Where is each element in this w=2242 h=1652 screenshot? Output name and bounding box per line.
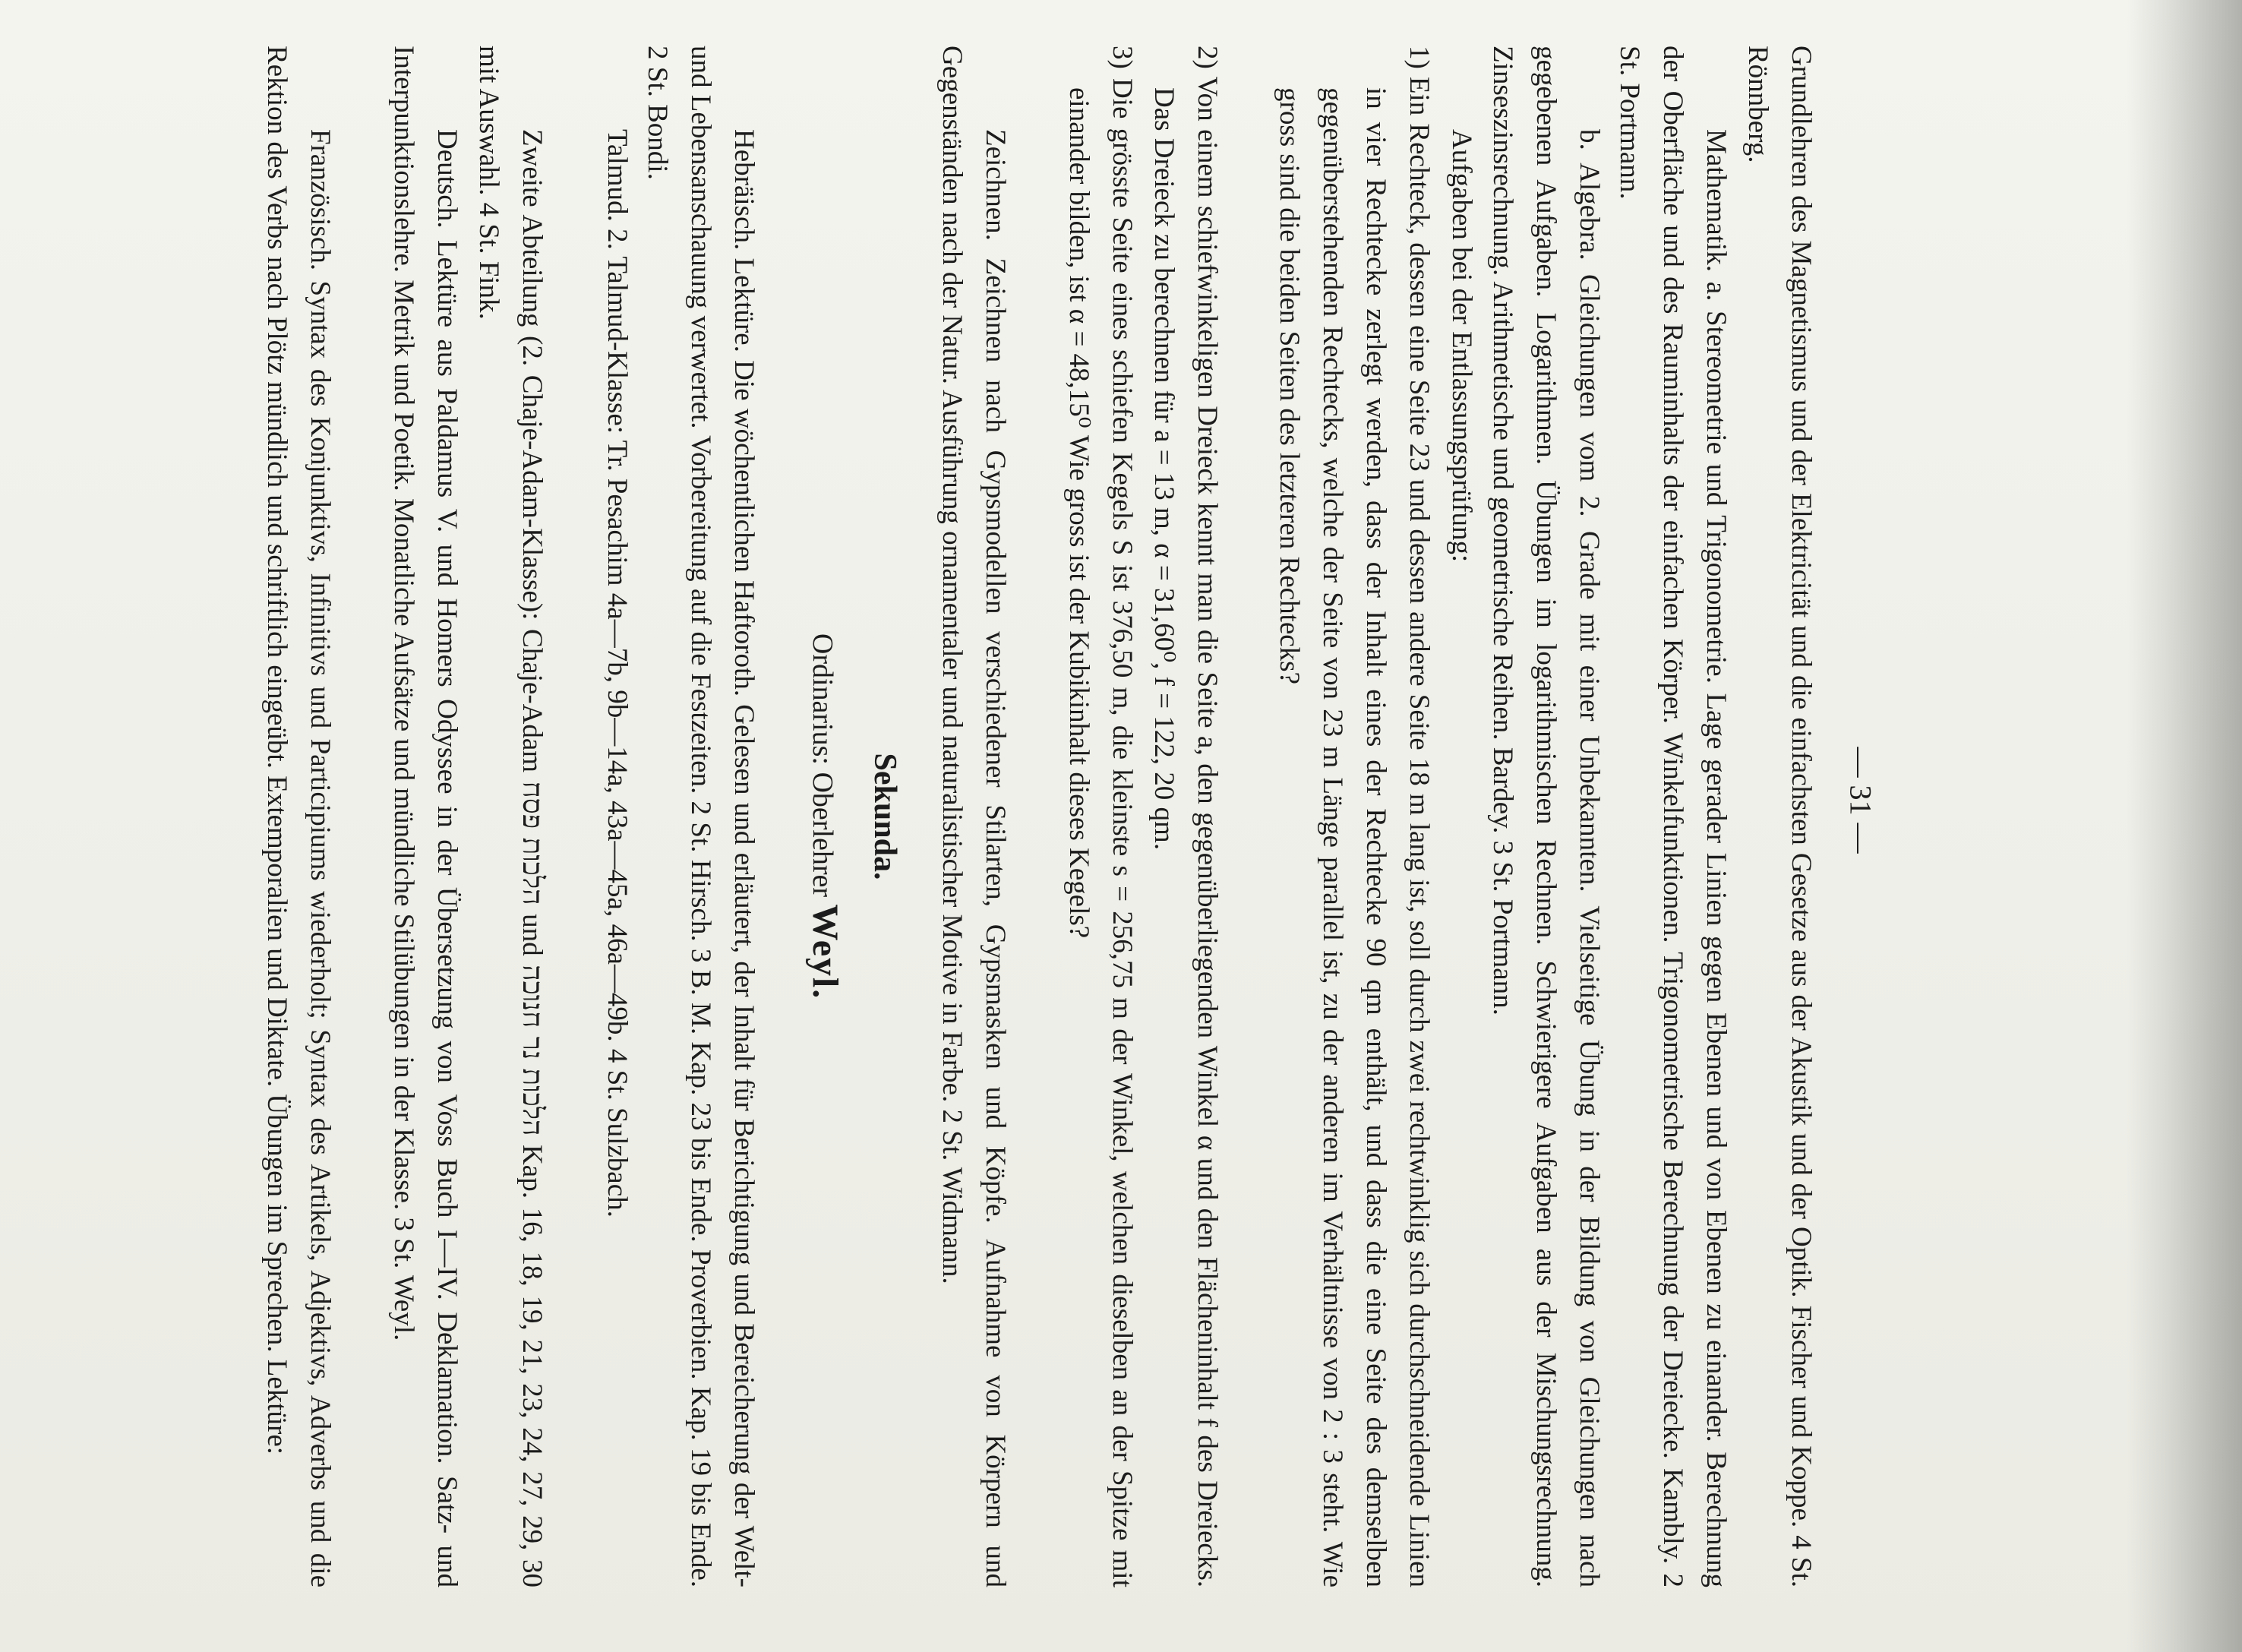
paragraph-second-division: Zweite Abteilung (2. Chaje-Adam-Klasse): Chaje-Adam הלכות פסח und הלכות נר חנוכה Kap. 16, 18, 19, 21, 23, 24, 27, 29, 30 mit Auswahl. 4 St. Fink.: [473, 46, 548, 1587]
exam-task-3: 3) Die grösste Seite eines schiefen Kegels S ist 376,50 m, die kleinste s = 256,75 m der Winkel, welchen dieselben an der Spitze mit einander bilden, ist α = 48,15⁰ Wie gross ist der Kubikinhalt dieses Kegels?: [1063, 46, 1138, 1587]
ordinarius-line: [804, 46, 846, 1587]
paragraph-algebra: b. Algebra. Gleichungen vom 2. Grade mit einer Unbekannten. Vielseitige Übung in der Bildung von Gleichungen nach gegebenen Aufgaben. Logarithmen. Übungen im logarithmischen Rechnen. Schwierigere Aufgaben aus der Mischungsrechnung. Zinseszinsrechnung. Arithmetische und geometrische Reihen. Bardey. 3 St. Portmann.: [1486, 46, 1605, 1587]
paragraph-french: Französisch. Syntax des Konjunktivs, Infinitivs und Participiums wiederholt; Syntax des Artikels, Adjektivs, Adverbs und die Rektion des Verbs nach Plötz mündlich und schriftlich eingeübt. Extemporalien und Diktate. Übungen im Sprechen. Lektüre:: [261, 46, 336, 1587]
ordinarius-label: Ordinarius: Oberlehrer: [807, 633, 839, 898]
ordinarius-name: Weyl.: [805, 904, 846, 1000]
exam-tasks-heading: Aufgaben bei der Entlassungsprüfung:: [1446, 129, 1478, 563]
exam-task-2: 2) Von einem schiefwinkeligen Dreieck kennt man die Seite a, den gegenüberliegenden Winkel α und den Flächeninhalt f des Dreiecks. Das Dreieck zu berechnen für a = 13 m, α = 31,60⁰, f = 122, 20 qm.: [1148, 46, 1223, 1587]
page-number: — 31 —: [1843, 747, 1878, 854]
section-heading-sekunda: Sekunda.: [867, 753, 902, 880]
rotated-text-body: [137, 46, 1823, 1587]
paragraph-german: Deutsch. Lektüre aus Paldamus V. und Homers Odyssee in der Übersetzung von Voss Buch I—IV. Deklamation. Satz- und Interpunktionslehre. Metrik und Poetik. Monatliche Aufsätze und mündliche Stilübungen in der Klasse. 3 St. Weyl.: [388, 46, 463, 1587]
paragraph-hebrew: Hebräisch. Lektüre. Die wöchentlichen Haftoroth. Gelesen und erläutert, der Inhalt für Berichtigung und Bereicherung der Welt- und Lebensanschauung verwertet. Vorbereitung auf die Festzeiten. 2 St. Hirsch. 3 B. M. Kap. 23 bis Ende. Proverbien. Kap. 19 bis Ende. 2 St. Bondi.: [642, 46, 760, 1587]
paragraph-physics: Grundlehren des Magnetismus und der Elektricität und die einfachsten Gesetze aus der Akustik und der Optik. Fischer und Koppe. 4 St. Rönnberg.: [1742, 46, 1817, 1587]
exam-task-1: 1) Ein Rechteck, dessen eine Seite 23 und dessen andere Seite 18 m lang ist, soll durch zwei rechtwinklig sich durchschneidende Linien in vier Rechtecke zerlegt werden, dass der Inhalt eines der Rechtecke 90 qm enthält, und dass die eine Seite des demselben gegenüberstehenden Rechtecks, welche der Seite von 23 m Länge parallel ist, zu der anderen im Verhältnisse von 2 : 3 steht. Wie gross sind die beiden Seiten des letzteren Rechtecks?: [1274, 46, 1435, 1587]
paragraph-drawing: Zeichnen. Zeichnen nach Gypsmodellen verschiedener Stilarten, Gypsmasken und Köpfe. Aufnahme von Körpern und Gegenständen nach der Natur. Ausführung ornamentaler und naturalistischer Motive in Farbe. 2 St. Widmann.: [936, 46, 1011, 1587]
paragraph-talmud: Talmud. 2. Talmud-Klasse: Tr. Pesachim 4a—7b, 9b—14a, 43a—45a, 46a—49b. 4 St. Sulzbach.: [601, 129, 633, 1218]
page-edge-shadow: [2127, 0, 2242, 1652]
page-number-box: [1830, 684, 1891, 911]
paragraph-mathematics-stereometry: Mathematik. a. Stereometrie und Trigonometrie. Lage gerader Linien gegen Ebenen und von Ebenen zu einander. Berechnung der Oberfläche und des Rauminhalts der einfachen Körper. Winkelfunktionen. Trigonometrische Berechnung der Dreiecke. Kambly. 2 St. Portmann.: [1614, 46, 1732, 1587]
